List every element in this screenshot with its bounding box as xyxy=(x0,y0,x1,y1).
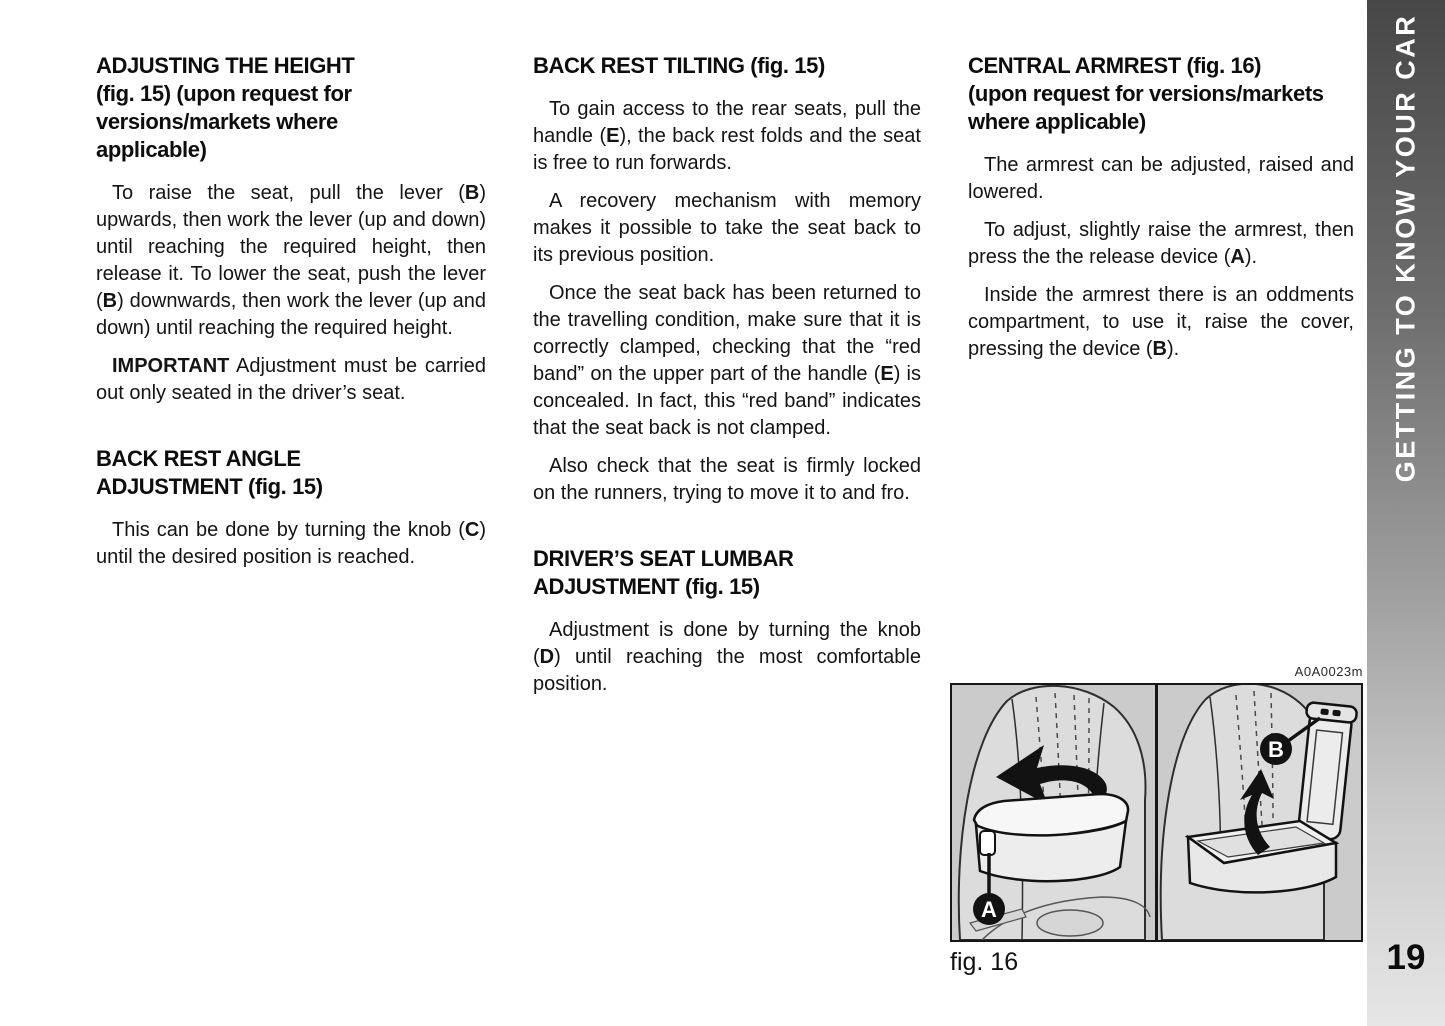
heading-adjusting-the-height: ADJUSTING THE HEIGHT (fig. 15) (upon request for versions/markets where applicable) xyxy=(96,53,355,162)
chapter-spine-bar xyxy=(1367,0,1445,1026)
heading-central-armrest: CENTRAL ARMREST (fig. 16) (upon request for versions/markets where applicable) xyxy=(968,53,1324,134)
paragraph: Inside the armrest there is an oddments compartment, to use it, raise the cover, pressing the device (B). xyxy=(968,284,1354,360)
page-number: 19 xyxy=(1386,938,1426,977)
paragraph: This can be done by turning the knob (C) until the desired position is reached. xyxy=(96,519,486,568)
heading-drivers-seat-lumbar-adjustment: DRIVER’S SEAT LUMBAR ADJUSTMENT (fig. 15) xyxy=(533,546,794,599)
release-device-a xyxy=(980,831,995,855)
armrest-lowered-illustration xyxy=(952,685,1155,940)
svg-text:B: B xyxy=(1268,737,1284,762)
armrest-open-illustration xyxy=(1158,685,1361,940)
paragraph: Adjustment is done by turning the knob (D) until reaching the most comfortable position. xyxy=(533,619,921,695)
armrest-drawing xyxy=(974,794,1128,881)
column-3 xyxy=(968,52,1354,374)
paragraph: Once the seat back has been returned to the travelling condition, make sure that it is correctly clamped, checking that the “red band” on the upper part of the handle (E) is concealed. In fact, this “red band” indicates that the seat back is not clamped. xyxy=(533,282,921,439)
paragraph: A recovery mechanism with memory makes it possible to take the seat back to its previous position. xyxy=(533,190,921,266)
chapter-title: GETTING TO KNOW YOUR CAR xyxy=(1390,13,1421,483)
paragraph: To gain access to the rear seats, pull the handle (E), the back rest folds and the seat is free to run forwards. xyxy=(533,98,921,174)
heading-back-rest-tilting: BACK REST TILTING (fig. 15) xyxy=(533,53,825,78)
paragraph: To raise the seat, pull the lever (B) upwards, then work the lever (up and down) until reaching the required height, then release it. To lower the seat, push the lever (B) downwards, then work the lever (up and down) until reaching the required height. xyxy=(96,182,486,339)
paragraph: The armrest can be adjusted, raised and lowered. xyxy=(968,154,1354,203)
paragraph: To adjust, slightly raise the armrest, then press the the release device (A). xyxy=(968,219,1354,268)
paragraph: IMPORTANT Adjustment must be carried out only seated in the driver’s seat. xyxy=(96,355,486,404)
figure-code: A0A0023m xyxy=(1294,664,1363,679)
column-1 xyxy=(96,52,486,582)
svg-text:A: A xyxy=(981,897,997,922)
column-2 xyxy=(533,52,921,709)
paragraph: Also check that the seat is firmly locked on the runners, trying to move it to and fro. xyxy=(533,455,921,504)
release-device-b xyxy=(1306,702,1357,723)
heading-back-rest-angle-adjustment: BACK REST ANGLE ADJUSTMENT (fig. 15) xyxy=(96,446,323,499)
figure-frame xyxy=(950,683,1363,942)
figure-caption: fig. 16 xyxy=(950,948,1019,976)
figure-16 xyxy=(950,664,1363,977)
